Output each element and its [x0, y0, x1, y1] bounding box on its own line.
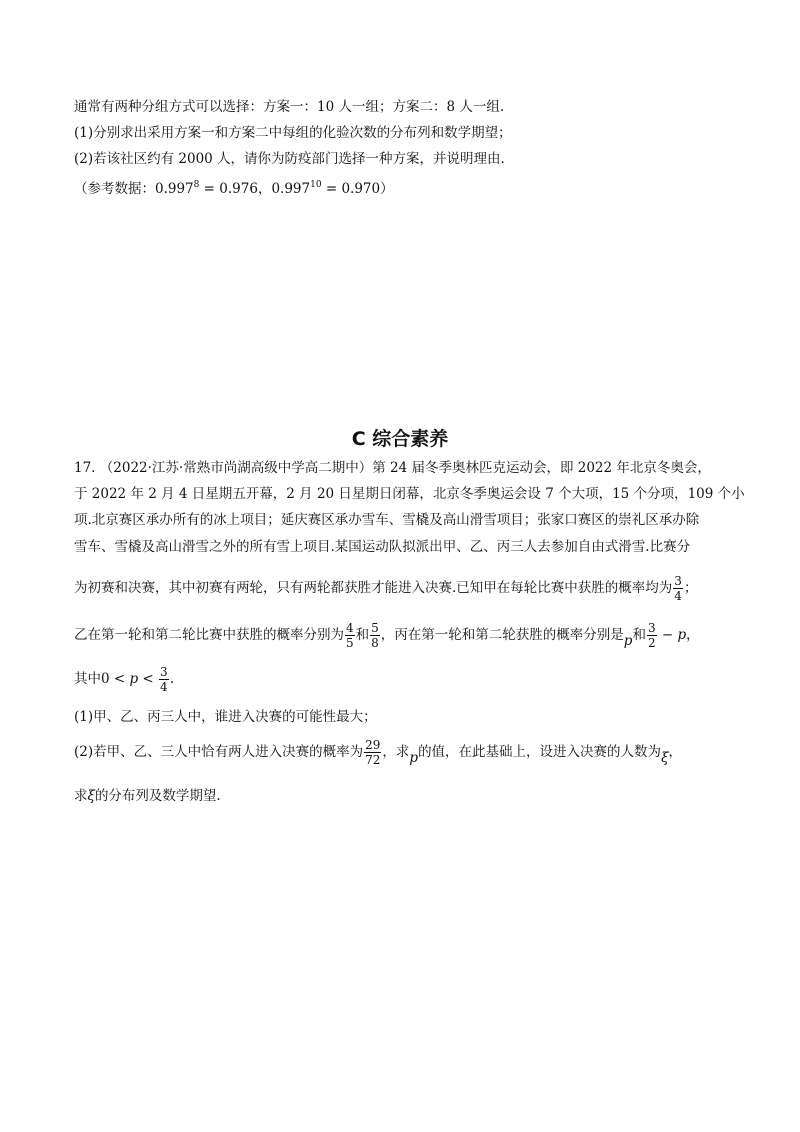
line6-text-c: ，丙在第一轮和第二轮获胜的概率分别是: [380, 627, 624, 643]
variable-xi: ξ: [661, 750, 669, 766]
q2-text-c: 的值，在此基础上，设进入决赛的人数为: [418, 744, 662, 760]
prev-question-1: (1)分别求出采用方案一和方案二中每组的化验次数的分布列和数学期望；: [74, 125, 512, 141]
fraction-numerator: 3: [647, 621, 656, 635]
q2-text-a: (2)若甲、乙、三人中恰有两人进入决赛的概率为: [74, 744, 364, 760]
ref-base-2: 0.997: [271, 181, 311, 197]
prev-question-2: (2)若该社区约有 2000 人，请你为防疫部门选择一种方案，并说明理由.: [74, 151, 505, 167]
problem-17-line3: 项.北京赛区承办所有的冰上项目；延庆赛区承办雪车、雪橇及高山滑雪项目；张家口赛区的崇礼区承办除: [74, 512, 700, 528]
ref-open: （参考数据：: [74, 181, 155, 197]
variable-xi: ξ: [87, 788, 95, 804]
fraction-bing: [647, 622, 657, 649]
fraction-range: [159, 666, 169, 693]
line5-text: 为初赛和决赛，其中初赛有两轮，只有两轮都获胜才能进入决赛.已知甲在每轮比赛中获胜的概率均为: [74, 580, 673, 596]
line6-end: ，: [686, 627, 700, 643]
line6-text-a: 乙在第一轮和第二轮比赛中获胜的概率分别为: [74, 627, 344, 643]
line6-text-d: 和: [632, 627, 646, 643]
fraction-denominator: 4: [160, 680, 168, 694]
line6-text-b: 和: [355, 627, 370, 643]
fraction-denominator: 8: [371, 636, 379, 650]
problem-17-question-2-cont: [74, 786, 221, 806]
line7-end: .: [169, 671, 174, 687]
line7-text: 其中: [74, 671, 101, 687]
fraction-denominator: 5: [346, 636, 354, 650]
ref-base-1: 0.997: [155, 181, 194, 197]
ref-value-2: = 0.970）: [321, 181, 394, 197]
problem-17-question-2: [74, 734, 682, 770]
variable-p: p: [409, 750, 419, 766]
fraction-numerator: 5: [371, 621, 379, 635]
ref-exponent-2: 10: [310, 180, 322, 190]
ref-exponent-1: 8: [193, 180, 200, 190]
q2-end: ，: [668, 744, 682, 760]
variable-p: p: [129, 671, 139, 687]
fraction-numerator: 4: [346, 621, 354, 635]
inequality-right: <: [138, 671, 159, 687]
variable-p: p: [623, 633, 633, 649]
variable-p: p: [677, 627, 687, 643]
q3-text-a: 求: [74, 788, 88, 804]
problem-17-line7: [74, 661, 174, 697]
problem-17-line5: [74, 570, 697, 606]
problem-17-question-1: (1)甲、乙、丙三人中，谁进入决赛的可能性最大；: [74, 709, 377, 725]
fraction-yi-2: [370, 622, 380, 649]
fraction-numerator: 29: [365, 738, 381, 752]
fraction-numerator: 3: [160, 665, 168, 679]
q3-text-b: 的分布列及数学期望.: [94, 788, 221, 804]
section-title: C 综合素养: [351, 428, 449, 450]
fraction-denominator: 4: [674, 589, 682, 603]
line5-end: ；: [683, 580, 698, 596]
minus-sign: −: [657, 627, 678, 643]
q2-text-b: ，求: [382, 744, 410, 760]
fraction-denominator: 72: [365, 753, 381, 767]
problem-17-line2: 于 2022 年 2 月 4 日星期五开幕，2 月 20 日星期日闭幕，北京冬季奥运会设 7 个大项，15 个分项，109 个小: [74, 486, 745, 502]
problem-17-line1: 17. （2022·江苏·常熟市尚湖高级中学高二期中）第 24 届冬季奥林匹克运动会，即 2022 年北京冬奥会，: [74, 460, 711, 476]
problem-17-line6: [74, 617, 700, 653]
inequality-left: 0 <: [101, 671, 130, 687]
prev-problem-line1: 通常有两种分组方式可以选择：方案一：10 人一组；方案二：8 人一组.: [74, 99, 505, 115]
ref-value-1: = 0.976，: [199, 181, 272, 197]
fraction-denominator: 2: [647, 636, 656, 650]
fraction-probability: [364, 739, 381, 766]
reference-data: [74, 175, 394, 199]
fraction-numerator: 3: [674, 574, 682, 588]
problem-17-line4: 雪车、雪橇及高山滑雪之外的所有雪上项目.某国运动队拟派出甲、乙、丙三人去参加自由式滑雪.比赛分: [74, 539, 691, 555]
fraction-jia: [673, 575, 683, 602]
fraction-yi-1: [345, 622, 355, 649]
